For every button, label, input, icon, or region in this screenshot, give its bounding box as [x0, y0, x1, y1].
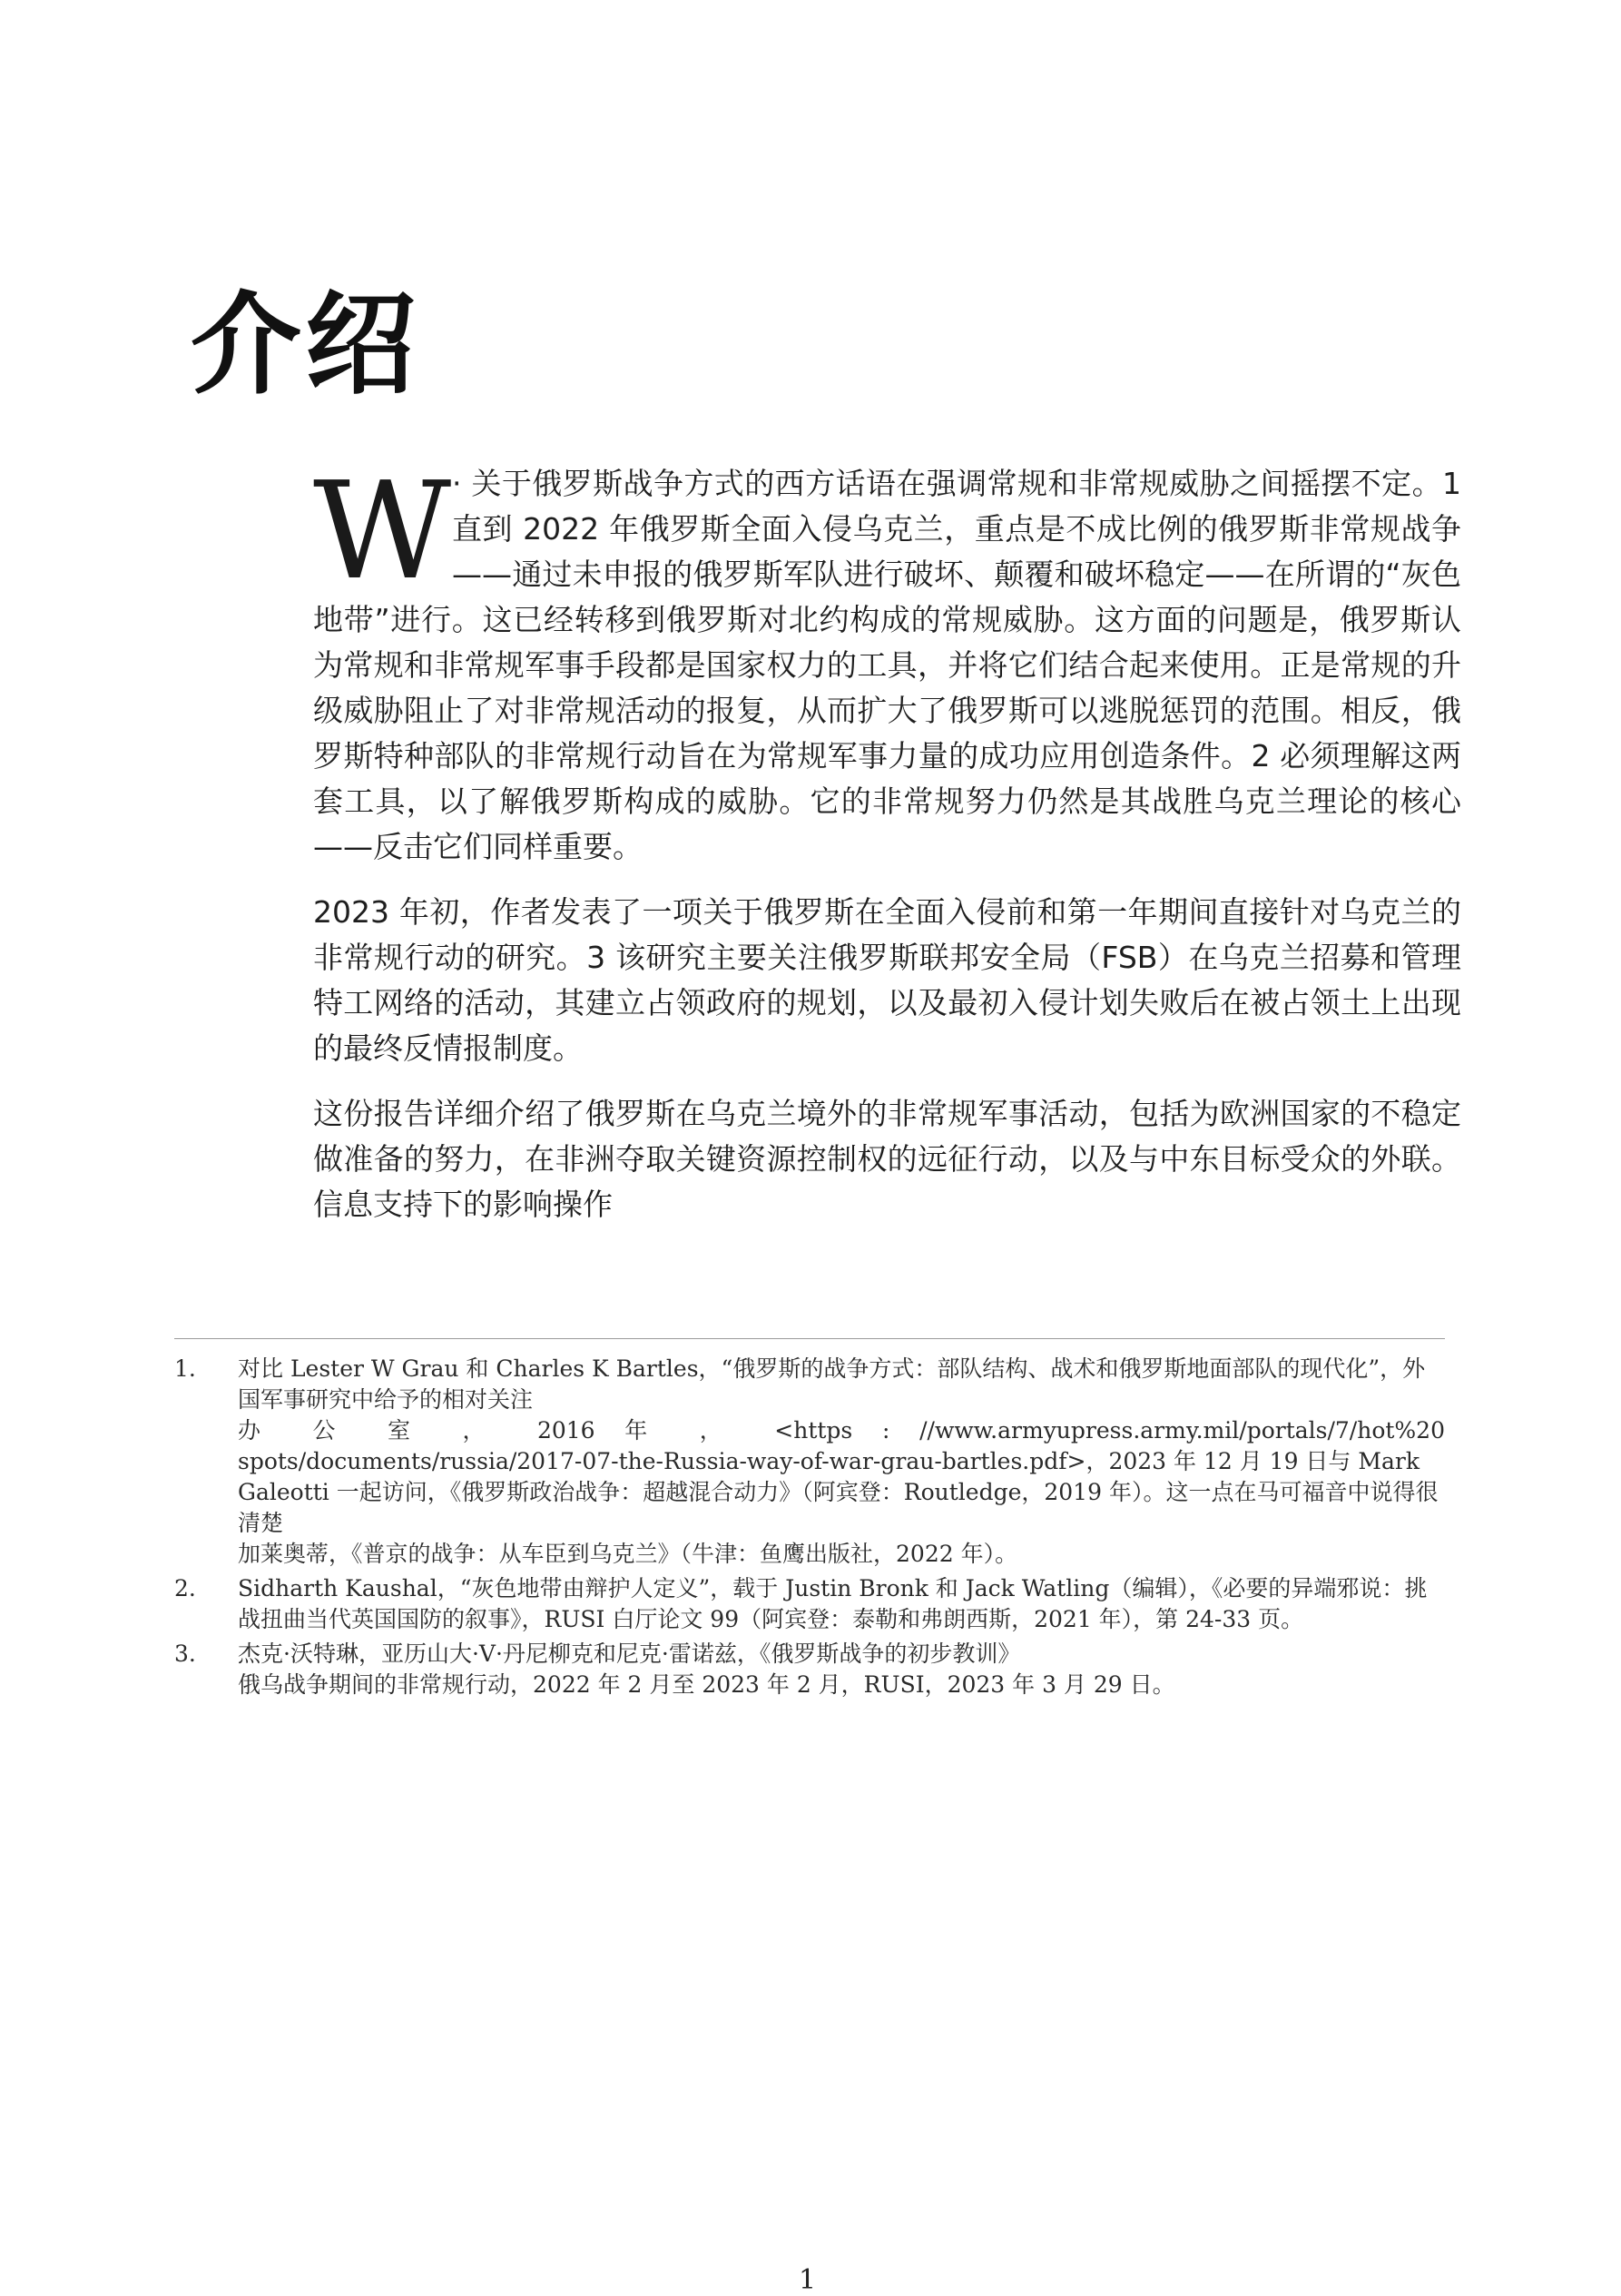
footnote-line: 杰克·沃特琳，亚历山大·V·丹尼柳克和尼克·雷诺兹，《俄罗斯战争的初步教训》: [238, 1641, 1021, 1667]
paragraph-text: · 关于俄罗斯战争方式的西方话语在强调常规和非常规威胁之间摇摆不定。1 直到 2022 年俄罗斯全面入侵乌克兰，重点是不成比例的俄罗斯非常规战争——通过未申报的俄罗斯军队进行破坏、颠覆和破坏稳定——在所谓的“灰色地带”进行。这已经转移到俄罗斯对北约构成的常规威胁。这方面的问题是，俄罗斯认为常规和非常规军事手段都是国家权力的工具，并将它们结合起来使用。正是常规的升级威胁阻止了对非常规活动的报复，从而扩大了俄罗斯可以逃脱惩罚的范围。相反，俄罗斯特种部队的非常规行动旨在为常规军事力量的成功应用创造条件。2 必须理解这两套工具，以了解俄罗斯构成的威胁。它的非常规努力仍然是其战胜乌克兰理论的核心——反击它们同样重要。: [313, 466, 1461, 864]
paragraph: [313, 453, 1461, 870]
footnote-line: spots/documents/russia/2017-07-the-Russia-way-of-war-grau-bartles.pdf>，2023 年 12 月 19 日与 Mark Galeotti 一起访问，《俄罗斯政治战争：超越混合动力》（阿宾登：Routledge，2019 年）。这一点在马可福音中说得很清楚: [238, 1448, 1439, 1536]
footnote-line: 对比 Lester W Grau 和 Charles K Bartles，“俄罗斯的战争方式：部队结构、战术和俄罗斯地面部队的现代化”，外国军事研究中给予的相对关注: [238, 1355, 1426, 1413]
body-text: [313, 453, 1461, 1247]
drop-cap: W: [313, 453, 452, 609]
footnote-number: 1.: [174, 1355, 196, 1382]
paragraph: 2023 年初，作者发表了一项关于俄罗斯在全面入侵前和第一年期间直接针对乌克兰的非常规行动的研究。3 该研究主要关注俄罗斯联邦安全局（FSB）在乌克兰招募和管理特工网络的活动，其建立占领政府的规划，以及最初入侵计划失败后在被占领土上出现的最终反情报制度。: [313, 894, 1461, 1066]
footnote-line: Sidharth Kaushal，“灰色地带由辩护人定义”，载于 Justin Bronk 和 Jack Watling（编辑），《必要的异端邪说：挑战扭曲当代英国国防的叙事》，RUSI 白厅论文 99（阿宾登：泰勒和弗朗西斯，2021 年），第 24-33 页。: [238, 1575, 1428, 1632]
page-title: 介绍: [191, 279, 419, 409]
page-number: 1: [799, 2264, 817, 2296]
footnote-line: 办 公 室 ， 2016 年 ， <https : //www.armyupress.army.mil/portals/7/hot%20: [238, 1417, 1445, 1444]
footnote-2: [174, 1573, 1445, 1635]
footnote-1: [174, 1354, 1445, 1570]
footnote-line: 加莱奥蒂，《普京的战争：从车臣到乌克兰》（牛津：鱼鹰出版社，2022 年）。: [238, 1541, 1018, 1567]
footnotes: [174, 1338, 1445, 1704]
footnote-number: 2.: [174, 1575, 196, 1601]
paragraph: 这份报告详细介绍了俄罗斯在乌克兰境外的非常规军事活动，包括为欧洲国家的不稳定做准备的努力，在非洲夺取关键资源控制权的远征行动，以及与中东目标受众的外联。信息支持下的影响操作: [313, 1096, 1461, 1222]
footnote-number: 3.: [174, 1641, 196, 1667]
footnote-3: [174, 1639, 1445, 1700]
footnote-line: 俄乌战争期间的非常规行动，2022 年 2 月至 2023 年 2 月，RUSI，2023 年 3 月 29 日。: [238, 1671, 1175, 1698]
